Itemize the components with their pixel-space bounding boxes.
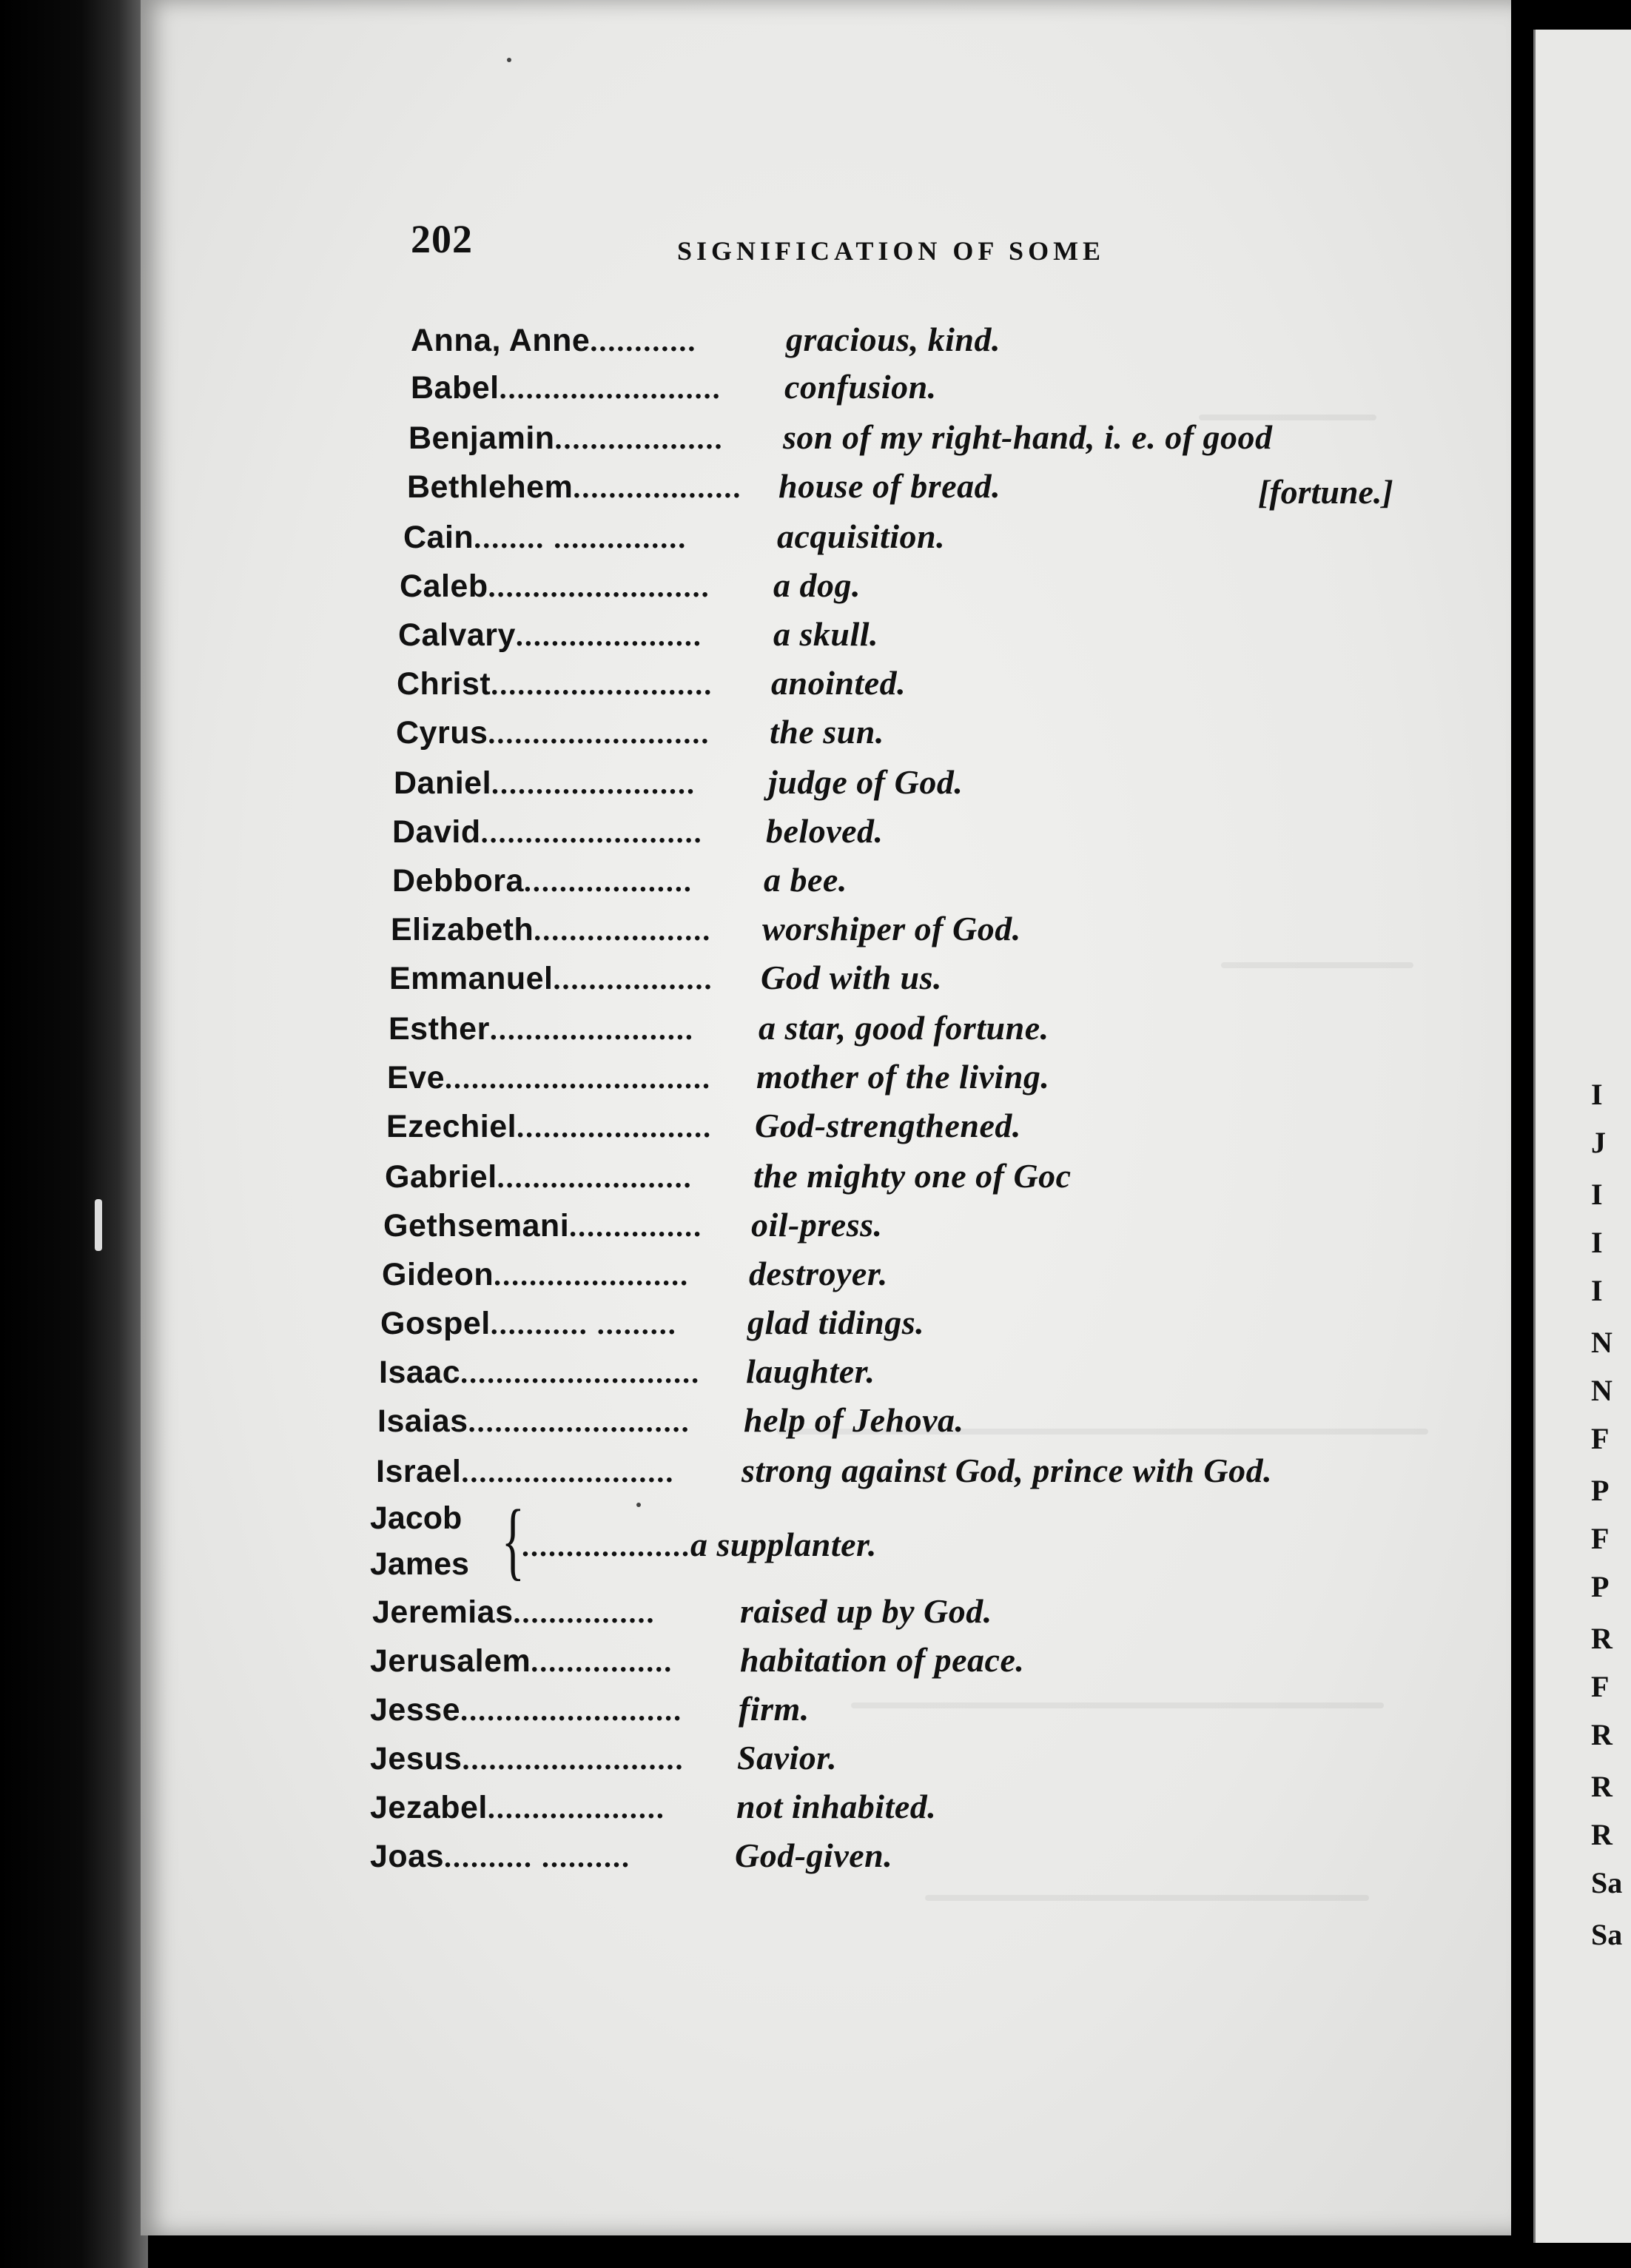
leader-dots: .................... [487, 1791, 665, 1825]
entry-name: Joas [370, 1839, 445, 1874]
glossary-entry [370, 1738, 1480, 1785]
facing-page-letter: Sa [1591, 1866, 1623, 1899]
entry-name: Gethsemani [383, 1208, 570, 1244]
leader-dots: ........... ......... [490, 1307, 677, 1341]
entry-name: Esther [389, 1011, 490, 1047]
facing-page-letter: R [1591, 1718, 1612, 1751]
entry-name: Emmanuel [389, 961, 554, 996]
entry-name: Elizabeth [391, 912, 534, 947]
page-number: 202 [411, 217, 473, 261]
leader-dots: ......................... [488, 570, 710, 603]
entry-name: Jezabel [370, 1790, 488, 1825]
entry-name: Jesse [370, 1692, 461, 1728]
facing-page-letter: I [1591, 1226, 1603, 1259]
entry-meaning: oil-press. [751, 1206, 883, 1244]
facing-page-letter: R [1591, 1622, 1612, 1655]
leader-dots: .................... [534, 913, 712, 947]
entry-name: Jerusalem [370, 1643, 531, 1679]
leader-dots: ............... [569, 1210, 703, 1243]
entry-name: Caleb [400, 568, 488, 604]
leader-dots: ............ [590, 324, 697, 358]
entry-name: Babel [411, 370, 500, 406]
facing-page-letter: I [1591, 1178, 1603, 1211]
bleed-through-mark [1199, 415, 1376, 420]
leader-dots: .................. [553, 962, 713, 996]
entry-meaning: judge of God. [768, 763, 964, 801]
entry-name: Calvary [398, 617, 516, 653]
entry-name: Gospel [380, 1306, 491, 1341]
leader-dots: ................ [513, 1596, 656, 1629]
entry-meaning: destroyer. [749, 1255, 888, 1292]
leader-dots: ......................... [462, 1742, 685, 1776]
entry-name: Benjamin [408, 420, 555, 456]
leader-dots: ......................... [499, 372, 722, 405]
entry-name: Ezechiel [386, 1109, 517, 1144]
entry-name: Daniel [394, 765, 492, 801]
entry-meaning: anointed. [771, 664, 907, 702]
facing-page-letter: F [1591, 1522, 1610, 1555]
entry-meaning: mother of the living. [756, 1058, 1050, 1096]
leader-dots: ................ [531, 1645, 673, 1678]
leader-dots: ................... [554, 422, 724, 455]
bleed-through-mark [925, 1895, 1369, 1901]
entry-meaning: not inhabited. [736, 1788, 937, 1825]
entry-meaning: Savior. [737, 1739, 838, 1777]
leader-dots: ...................... [494, 1258, 690, 1292]
leader-dots: ....................... [489, 1013, 694, 1046]
entry-name: Cain [403, 520, 474, 555]
entry-meaning: God-given. [735, 1836, 893, 1874]
leader-dots: ................... [573, 471, 742, 504]
leader-dots: ..................... [515, 619, 702, 652]
facing-page-letter: J [1591, 1126, 1606, 1159]
entry-meaning: house of bread. [778, 467, 1001, 505]
entry-meaning: the sun. [770, 713, 884, 751]
facing-page-letter: N [1591, 1326, 1612, 1359]
meaning: a supplanter. [690, 1526, 877, 1563]
entry-meaning: strong against God, prince with God. [741, 1452, 1273, 1489]
entry-meaning: son of my right-hand, i. e. of good [783, 418, 1273, 456]
entry-name: Anna, Anne [411, 323, 591, 358]
entry-meaning: habitation of peace. [740, 1641, 1025, 1679]
entry-meaning: help of Jehova. [744, 1401, 964, 1439]
glossary-entry [370, 1836, 1480, 1883]
entry-name: Cyrus [396, 715, 488, 751]
entry-meaning: a bee. [764, 861, 847, 899]
entry-name: Debbora [392, 863, 524, 899]
entry-name: Isaias [377, 1403, 468, 1439]
bleed-through-mark [777, 1429, 1428, 1435]
entry-name: David [392, 814, 481, 850]
leader-dots: .......... .......... [444, 1840, 631, 1873]
curly-brace: { [501, 1492, 525, 1588]
entry-name: Jeremias [372, 1594, 514, 1630]
entry-name: Gabriel [385, 1159, 497, 1195]
bleed-through-mark [1221, 962, 1413, 968]
leader-dots: ........................ [461, 1455, 675, 1489]
entry-meaning: firm. [739, 1690, 810, 1728]
running-head-title: SIGNIFICATION OF SOME [677, 236, 1106, 266]
leader-dots: ....................... [491, 767, 696, 800]
glossary-entry [370, 1689, 1480, 1737]
entry-meaning: confusion. [784, 368, 937, 406]
facing-page-letter: I [1591, 1078, 1603, 1111]
entry-meaning: beloved. [766, 812, 884, 850]
leader-dots: ........ ............... [474, 521, 687, 554]
leader-dots: ......................... [488, 717, 710, 750]
entry-meaning: laughter. [746, 1352, 875, 1390]
ink-speck [507, 58, 511, 62]
entry-name: Bethlehem [407, 469, 574, 505]
facing-page-letter: F [1591, 1670, 1610, 1703]
name-jacob: Jacob [370, 1500, 463, 1536]
facing-page-letter: I [1591, 1274, 1603, 1307]
entry-meaning: God-strengthened. [755, 1107, 1021, 1144]
leader-dots: ................... [522, 1529, 690, 1563]
entry-meaning: the mighty one of Goc [753, 1157, 1072, 1195]
bleed-through-mark [851, 1702, 1384, 1708]
facing-page-letter: N [1591, 1374, 1612, 1407]
entry-meaning: God with us. [761, 959, 943, 996]
entry-meaning: raised up by God. [740, 1592, 992, 1630]
glossary-entry [370, 1787, 1480, 1834]
entry-meaning: a dog. [773, 566, 861, 604]
facing-page-letter: P [1591, 1474, 1610, 1507]
entry-name: Isaac [379, 1355, 461, 1390]
leader-dots: ......................... [491, 668, 713, 701]
benjamin-continuation: [fortune.] [1258, 473, 1393, 511]
leader-dots: ......................... [468, 1405, 690, 1438]
leader-dots: ...................... [497, 1161, 693, 1194]
leader-dots: ........................... [460, 1356, 701, 1389]
glossary-entry [370, 1640, 1480, 1688]
entry-name: Christ [397, 666, 491, 702]
entry-name: Eve [387, 1060, 445, 1096]
leader-dots: ......................... [480, 816, 703, 849]
leader-dots: ...................... [517, 1110, 713, 1144]
facing-page-letter: Sa [1591, 1918, 1623, 1951]
entry-name: Israel [376, 1454, 462, 1489]
facing-page-letter: R [1591, 1818, 1612, 1851]
entry-meaning: worshiper of God. [762, 910, 1021, 947]
name-james: James [370, 1546, 469, 1582]
leader-dots: ......................... [460, 1694, 683, 1727]
entry-meaning: acquisition. [777, 517, 946, 555]
entry-meaning: glad tidings. [747, 1304, 925, 1341]
facing-page-letter: P [1591, 1570, 1610, 1603]
entry-meaning: a star, good fortune. [759, 1009, 1049, 1047]
leader-dots: ................... [523, 865, 693, 898]
margin-mark [95, 1199, 102, 1251]
entry-meaning: a skull. [773, 615, 879, 653]
glossary-entry [372, 1591, 1480, 1639]
entry-name: Jesus [370, 1741, 463, 1777]
ink-speck [636, 1503, 641, 1507]
entry-meaning: gracious, kind. [786, 321, 1001, 358]
entry-name: Gideon [382, 1257, 494, 1292]
leader-dots: .............................. [445, 1061, 712, 1095]
facing-page-letter: R [1591, 1770, 1612, 1803]
facing-page-letter: F [1591, 1422, 1610, 1455]
